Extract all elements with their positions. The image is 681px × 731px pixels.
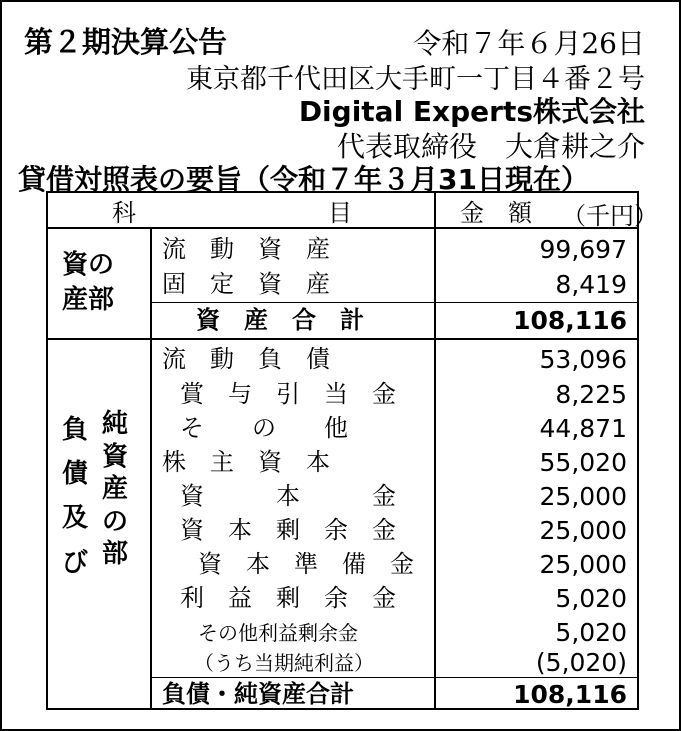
liabilities-total-label: 負債・純資産合計 [162,679,354,708]
liability-row-value: 8,225 [555,380,627,409]
asset-row-value: 99,697 [539,235,627,264]
asset-row-label: 固 定 資 産 [162,270,330,298]
liabilities-subtotal-rule [150,677,637,678]
equity-row-label: 資 本 準 備 金 [198,550,414,578]
statement-title: 貸借対照表の要旨（令和７年３月31日現在） [18,163,589,196]
equity-row-value: 5,020 [555,618,627,647]
header-unit: （千円） [562,202,658,230]
equity-row-label: （うち当期純利益） [194,651,374,675]
liability-row-label: そ の 他 [180,414,348,442]
header-amount: 金 額 [460,199,532,227]
liabilities-section-label-col2: 純 資 産 の 部 [102,409,129,569]
liability-row-value: 53,096 [539,345,627,374]
representative: 代表取締役 大倉耕之介 [336,130,645,163]
equity-row-label: 利 益 剰 余 金 [180,584,396,612]
asset-row-label: 流 動 資 産 [162,235,330,263]
liability-row-label: 流 動 負 債 [162,345,330,373]
equity-row-label: 資 本 剰 余 金 [180,516,396,544]
header-subject-right: 目 [328,199,352,227]
header-rule [48,227,637,229]
assets-total-value: 108,116 [513,306,627,335]
equity-row-value: 25,000 [539,482,627,511]
notice-date: 令和７年６月26日 [413,27,645,60]
assets-subtotal-rule [150,302,637,303]
assets-section-rule [48,338,637,340]
liabilities-section-label-col1: 負 債 及 び [62,415,89,578]
equity-row-label: その他利益剰余金 [198,621,358,645]
equity-row-value: 25,000 [539,516,627,545]
liabilities-total-value: 108,116 [513,680,627,709]
equity-row-value: 55,020 [539,448,627,477]
equity-row-value: (5,020) [535,648,627,677]
asset-row-value: 8,419 [555,270,627,299]
section-divider [150,229,152,708]
assets-total-label: 資 産 合 計 [196,305,364,334]
balance-sheet-table [46,191,658,710]
liability-row-label: 賞 与 引 当 金 [180,380,396,408]
equity-row-value: 25,000 [539,550,627,579]
header-subject-left: 科 [112,199,136,227]
column-divider [434,193,436,708]
company-name: Digital Experts株式会社 [298,95,645,128]
equity-row-label: 株 主 資 本 [162,448,330,476]
assets-section-label: 資の 産部 [62,250,115,316]
equity-row-label: 資 本 金 [180,482,396,510]
company-address: 東京都千代田区大手町一丁目４番２号 [186,64,645,95]
equity-row-value: 5,020 [555,584,627,613]
liability-row-value: 44,871 [539,414,627,443]
notice-title: 第２期決算公告 [24,25,228,59]
